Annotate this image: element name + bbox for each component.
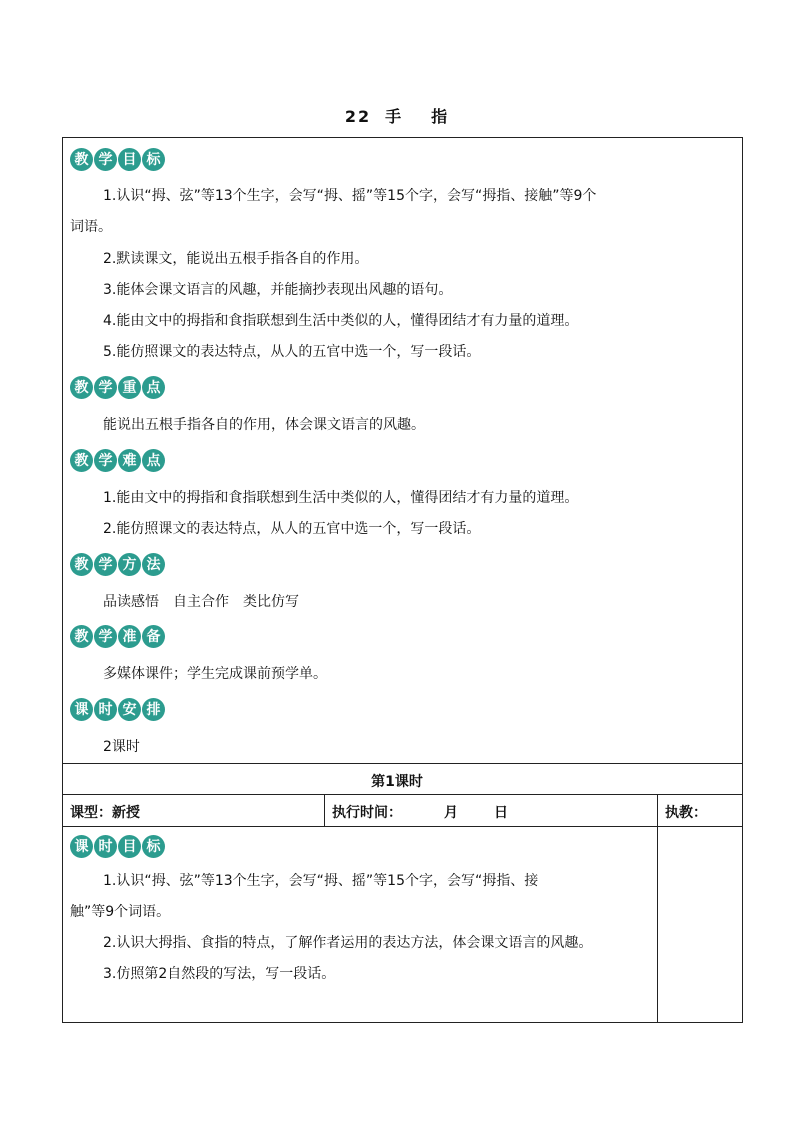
goal-item-5: 5.能仿照课文的表达特点，从人的五官中选一个，写一段话。 bbox=[103, 344, 481, 360]
lesson-number: 22 bbox=[344, 107, 372, 126]
badge-char: 教 bbox=[70, 376, 93, 399]
goal-item-3: 3.能体会课文语言的风趣，并能摘抄表现出风趣的语句。 bbox=[103, 282, 453, 298]
lesson-goal-1: 1.认识“拇、弦”等13个生字，会写“拇、摇”等15个字，会写“拇指、接 bbox=[103, 873, 539, 889]
badge-char: 学 bbox=[94, 553, 117, 576]
badge-char: 课 bbox=[70, 698, 93, 721]
badge-char: 备 bbox=[142, 625, 165, 648]
goal-item-2: 2.默读课文，能说出五根手指各自的作用。 bbox=[103, 251, 369, 267]
badge-char: 学 bbox=[94, 376, 117, 399]
badge-char: 方 bbox=[118, 553, 141, 576]
badge-char: 教 bbox=[70, 625, 93, 648]
badge-char: 标 bbox=[142, 148, 165, 171]
section-badge-difficulty bbox=[70, 449, 165, 472]
method-item: 品读感悟 自主合作 类比仿写 bbox=[103, 594, 299, 610]
badge-char: 法 bbox=[142, 553, 165, 576]
section-badge-key bbox=[70, 376, 165, 399]
lesson-goal-1-cont: 触”等9个词语。 bbox=[70, 904, 171, 920]
badge-char: 安 bbox=[118, 698, 141, 721]
badge-char: 时 bbox=[94, 698, 117, 721]
badge-char: 时 bbox=[94, 835, 117, 858]
lesson-heading: 第1课时 bbox=[371, 774, 423, 790]
badge-char: 目 bbox=[118, 835, 141, 858]
prep-item: 多媒体课件；学生完成课前预学单。 bbox=[103, 666, 327, 682]
section-badge-goals bbox=[70, 148, 165, 171]
badge-char: 课 bbox=[70, 835, 93, 858]
badge-char: 教 bbox=[70, 553, 93, 576]
lesson-goal-2: 2.认识大拇指、食指的特点，了解作者运用的表达方法，体会课文语言的风趣。 bbox=[103, 935, 593, 951]
lesson-plan-table bbox=[62, 137, 743, 1023]
difficulty-item-2: 2.能仿照课文的表达特点，从人的五官中选一个，写一段话。 bbox=[103, 521, 481, 537]
badge-char: 排 bbox=[142, 698, 165, 721]
exec-time-label: 执行时间： bbox=[332, 805, 402, 821]
schedule-item: 2课时 bbox=[103, 739, 140, 755]
badge-char: 学 bbox=[94, 625, 117, 648]
title-char-1: 手 bbox=[385, 107, 404, 126]
section-badge-prep bbox=[70, 625, 165, 648]
lesson-type: 课型：新授 bbox=[70, 805, 140, 821]
lesson-goal-3: 3.仿照第2自然段的写法，写一段话。 bbox=[103, 966, 336, 982]
badge-char: 点 bbox=[142, 376, 165, 399]
col-divider bbox=[657, 794, 658, 1023]
difficulty-item-1: 1.能由文中的拇指和食指联想到生活中类似的人，懂得团结才有力量的道理。 bbox=[103, 490, 579, 506]
row-divider bbox=[62, 794, 743, 795]
key-item: 能说出五根手指各自的作用，体会课文语言的风趣。 bbox=[103, 417, 425, 433]
badge-char: 学 bbox=[94, 449, 117, 472]
badge-char: 难 bbox=[118, 449, 141, 472]
section-badge-schedule bbox=[70, 698, 165, 721]
exec-time-month: 月 bbox=[444, 805, 458, 821]
goal-item-4: 4.能由文中的拇指和食指联想到生活中类似的人，懂得团结才有力量的道理。 bbox=[103, 313, 579, 329]
section-badge-method bbox=[70, 553, 165, 576]
section-badge-lesson-goals bbox=[70, 835, 165, 858]
badge-char: 重 bbox=[118, 376, 141, 399]
exec-time-day: 日 bbox=[494, 805, 508, 821]
badge-char: 点 bbox=[142, 449, 165, 472]
goal-item-1-cont: 词语。 bbox=[70, 219, 112, 235]
page-title bbox=[0, 104, 794, 127]
col-divider bbox=[324, 794, 325, 826]
badge-char: 目 bbox=[118, 148, 141, 171]
badge-char: 教 bbox=[70, 148, 93, 171]
teacher-label: 执教： bbox=[665, 805, 707, 821]
badge-char: 准 bbox=[118, 625, 141, 648]
title-char-2: 指 bbox=[431, 107, 450, 126]
badge-char: 学 bbox=[94, 148, 117, 171]
goal-item-1: 1.认识“拇、弦”等13个生字，会写“拇、摇”等15个字，会写“拇指、接触”等9个 bbox=[103, 188, 597, 204]
badge-char: 标 bbox=[142, 835, 165, 858]
row-divider bbox=[62, 826, 743, 827]
row-divider bbox=[62, 763, 743, 764]
badge-char: 教 bbox=[70, 449, 93, 472]
